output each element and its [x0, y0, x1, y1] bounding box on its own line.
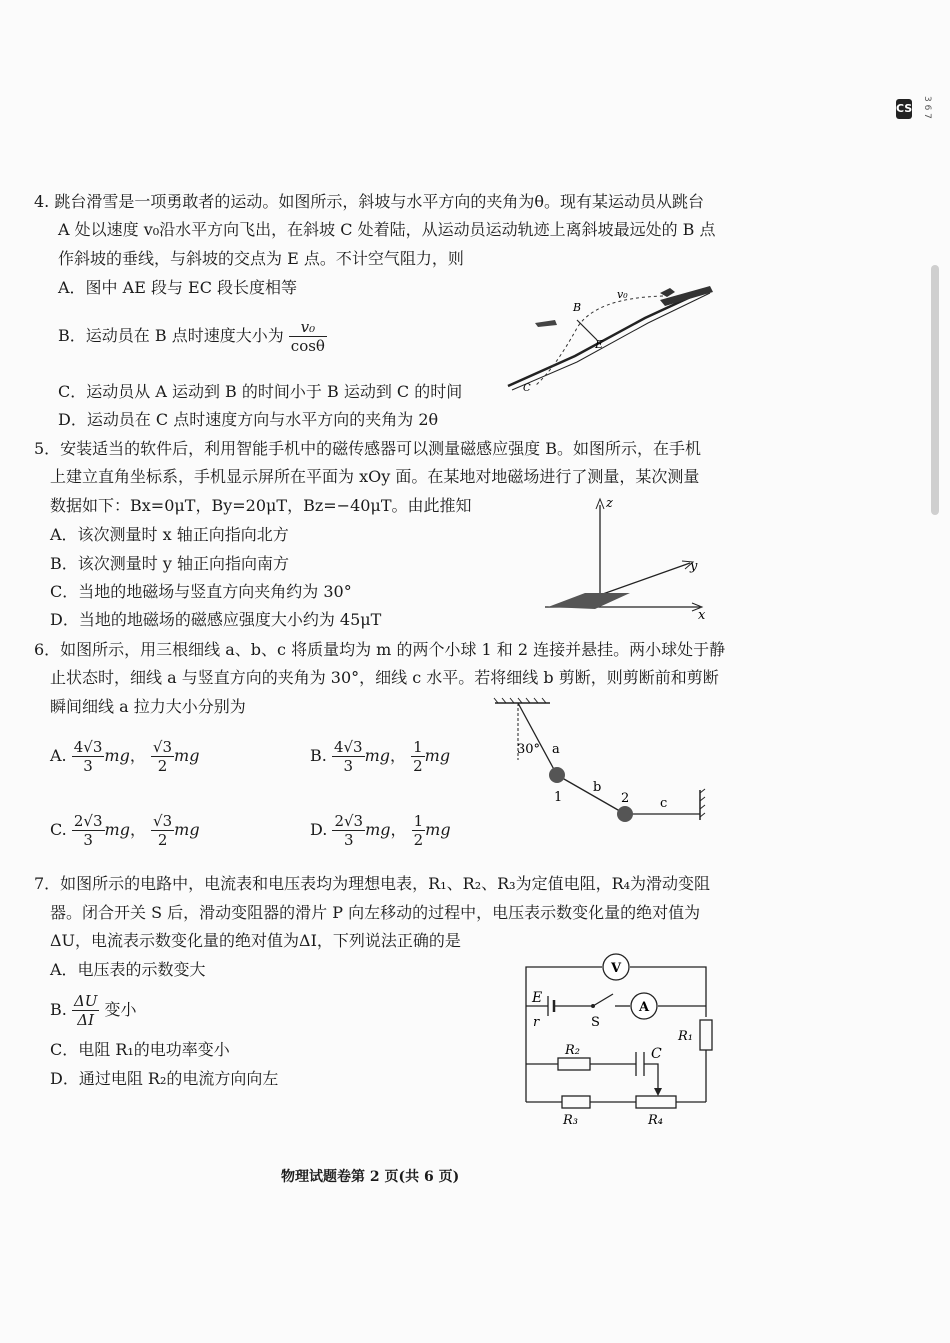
switch-blade — [593, 994, 613, 1006]
q6-b-frac2 — [411, 738, 425, 775]
label-ball2: 2 — [621, 791, 630, 806]
wire-slider — [644, 1064, 658, 1092]
q6-d-frac2 — [412, 812, 426, 849]
q6-b-mg2: mg — [424, 746, 451, 765]
q7-option-b-text: 变小 — [104, 1000, 137, 1019]
q4-stem-line3: 作斜坡的垂线，与斜坡的交点为 E 点。不计空气阻力，则 — [58, 249, 464, 268]
q6-option-a-label: A. — [50, 746, 67, 765]
q5-option-d: D．当地的地磁场的磁感应强度大小约为 45μT — [50, 610, 382, 629]
label-r: r — [533, 1015, 540, 1030]
q7-stem-line3: ΔU，电流表示数变化量的绝对值为ΔI，下列说法正确的是 — [50, 931, 461, 950]
q6-c-frac2 — [151, 812, 174, 849]
q6-b-frac1-num: 4√3 — [333, 738, 363, 756]
label-v: V — [611, 961, 622, 976]
q4-option-b-den: cosθ — [290, 337, 325, 355]
q4-option-b-text: B．运动员在 B 点时速度大小为 — [58, 326, 284, 345]
q6-a-frac2-num: √3 — [152, 738, 173, 756]
q6-c-mg1: mg — [104, 820, 130, 839]
q6-option-b-label: B. — [310, 746, 327, 765]
q6-a-frac2-den: 2 — [157, 757, 168, 775]
q4-stem-line2: A 处以速度 v₀沿水平方向飞出，在斜坡 C 处着陆，从运动员运动轨迹上离斜坡最远处的 B 点 — [58, 220, 716, 239]
resistor-r1 — [700, 1020, 712, 1050]
label-v0: v₀ — [617, 288, 628, 301]
string-a — [518, 703, 557, 775]
q5-stem-line1: 5．安装适当的软件后，利用智能手机中的磁传感器可以测量磁感应强度 B。如图所示，在手机 — [34, 439, 702, 458]
page-footer: 物理试题卷第 2 页(共 6 页) — [281, 1169, 460, 1185]
q5-stem-line3: 数据如下：Bx=0μT，By=20μT，Bz=−40μT。由此推知 — [50, 496, 472, 515]
q5-option-b: B．该次测量时 y 轴正向指向南方 — [50, 554, 289, 573]
slider-arrow — [654, 1088, 662, 1096]
q6-b-mg1: mg — [364, 746, 391, 765]
skier-icon — [535, 320, 557, 327]
resistor-r2 — [558, 1058, 590, 1070]
q4-option-b — [58, 318, 327, 355]
q7-circuit-figure — [518, 952, 718, 1130]
q4-ski-slope-figure — [505, 278, 715, 393]
q6-a-frac1-den: 3 — [83, 757, 93, 775]
label-e: E — [595, 338, 604, 351]
q6-option-a: A. $\frac{4√3}{3}$ mg， $\frac{√3}{2}$ mg — [50, 738, 200, 775]
q5-stem-line2: 上建立直角坐标系，手机显示屏所在平面为 xOy 面。在某地对地磁场进行了测量，某次测量 — [50, 467, 700, 486]
q6-c-frac1-den: 3 — [83, 831, 93, 849]
q7-stem-line1: 7．如图所示的电路中，电流表和电压表均为理想电表，R₁、R₂、R₃为定值电阻，R₄为滑动变阻 — [34, 874, 711, 893]
q4-option-d: D．运动员在 C 点时速度方向与水平方向的夹角为 2θ — [58, 410, 439, 429]
q6-c-frac2-num: √3 — [153, 812, 173, 830]
q6-a-frac1 — [72, 738, 105, 775]
label-y: y — [690, 559, 698, 574]
label-s: S — [591, 1015, 600, 1030]
scanner-badge: CS — [896, 99, 912, 119]
side-vertical-text: 3 6 7 — [922, 96, 932, 119]
label-c: C — [651, 1046, 662, 1062]
label-ball1: 1 — [554, 790, 563, 805]
label-c: c — [660, 796, 668, 811]
q6-hanging-balls-figure — [490, 695, 715, 825]
label-x: x — [698, 608, 706, 620]
q6-b-frac1 — [332, 738, 365, 775]
label-r3: R₃ — [563, 1113, 578, 1128]
q6-a-frac2 — [151, 738, 174, 775]
q6-d-frac1 — [332, 812, 365, 849]
switch-pivot — [591, 1004, 595, 1008]
q6-option-d-label: D. — [310, 820, 328, 839]
q6-b-frac2-den: 2 — [413, 757, 423, 775]
y-axis — [600, 563, 690, 595]
q4-option-b-num: v₀ — [289, 318, 327, 337]
slope-line — [508, 288, 710, 386]
q7-option-b — [50, 992, 137, 1029]
q7-option-b-den: ΔI — [77, 1011, 95, 1029]
q4-option-b-fraction — [289, 318, 327, 355]
q4-option-a: A．图中 AE 段与 EC 段长度相等 — [58, 278, 298, 297]
wire-left-top — [526, 967, 602, 1102]
label-r1: R₁ — [678, 1029, 693, 1044]
q6-b-frac1-den: 3 — [343, 757, 354, 775]
label-r2: R₂ — [565, 1043, 580, 1058]
slope-edge — [512, 293, 710, 390]
rheostat-r4 — [636, 1096, 676, 1108]
q6-c-frac2-den: 2 — [157, 831, 168, 849]
q6-d-mg2: mg — [425, 820, 451, 839]
label-c: C — [523, 383, 531, 393]
q6-option-c-label: C. — [50, 820, 67, 839]
q5-phone-axes-figure — [540, 495, 715, 620]
resistor-r3 — [562, 1096, 590, 1108]
q6-stem-line3: 瞬间细线 a 拉力大小分别为 — [50, 697, 246, 716]
q6-stem-line2: 止状态时，细线 a 与竖直方向的夹角为 30°，细线 c 水平。若将细线 b 剪断，则剪断前和剪断 — [50, 668, 719, 687]
label-r4: R₄ — [648, 1113, 663, 1128]
label-a: a — [552, 742, 560, 757]
label-b: B — [573, 301, 582, 314]
label-b: b — [593, 780, 602, 795]
q6-stem-line1: 6．如图所示，用三根细线 a、b、c 将质量均为 m 的两个小球 1 和 2 连接并悬挂。两小球处于静 — [34, 640, 726, 659]
q6-c-frac1-num: 2√3 — [73, 812, 103, 830]
q7-stem-line2: 器。闭合开关 S 后，滑动变阻器的滑片 P 向左移动的过程中，电压表示数变化量的绝对值为 — [50, 903, 701, 922]
label-z: z — [606, 496, 613, 511]
q5-option-a: A．该次测量时 x 轴正向指向北方 — [50, 525, 289, 544]
perpendicular-be — [577, 320, 597, 340]
q6-d-frac2-num: 1 — [413, 812, 424, 830]
q6-a-mg2: mg — [174, 746, 200, 765]
q5-option-c: C．当地的地磁场与竖直方向夹角约为 30° — [50, 582, 352, 601]
q6-b-frac2-num: 1 — [413, 738, 423, 756]
q7-option-b-num: ΔU — [73, 992, 98, 1010]
ball-1 — [549, 767, 565, 783]
label-e: E — [532, 990, 543, 1006]
label-a: A — [639, 1000, 650, 1015]
q6-d-frac2-den: 2 — [413, 831, 424, 849]
q7-option-c: C．电阻 R₁的电功率变小 — [50, 1040, 230, 1059]
q4-option-c: C．运动员从 A 运动到 B 的时间小于 B 运动到 C 的时间 — [58, 382, 463, 401]
scrollbar[interactable] — [931, 265, 939, 515]
ball-2 — [617, 806, 633, 822]
q7-option-b-fraction — [72, 992, 99, 1029]
q6-option-d: D. $\frac{2√3}{3}$ mg， $\frac{1}{2}$ mg — [310, 812, 451, 849]
q6-option-c: C. $\frac{2√3}{3}$ mg， $\frac{√3}{2}$ mg — [50, 812, 200, 849]
q4-stem-line1: 4. 跳台滑雪是一项勇敢者的运动。如图所示，斜坡与水平方向的夹角为θ。现有某运动员从跳台 — [34, 192, 704, 211]
q7-option-d: D．通过电阻 R₂的电流方向向左 — [50, 1069, 279, 1088]
q7-option-b-label: B. — [50, 1000, 67, 1019]
q6-a-mg1: mg — [104, 746, 130, 765]
angle-label: 30° — [517, 742, 541, 757]
q6-d-mg1: mg — [365, 820, 391, 839]
q6-d-frac1-den: 3 — [343, 831, 354, 849]
q6-option-b: B. $\frac{4√3}{3}$ mg， $\frac{1}{2}$ mg — [310, 738, 451, 775]
q6-d-frac1-num: 2√3 — [334, 812, 364, 830]
q6-a-frac1-num: 4√3 — [73, 738, 103, 756]
q6-c-frac1 — [72, 812, 105, 849]
q7-option-a: A．电压表的示数变大 — [50, 960, 206, 979]
q6-c-mg2: mg — [174, 820, 200, 839]
string-b — [557, 775, 625, 814]
